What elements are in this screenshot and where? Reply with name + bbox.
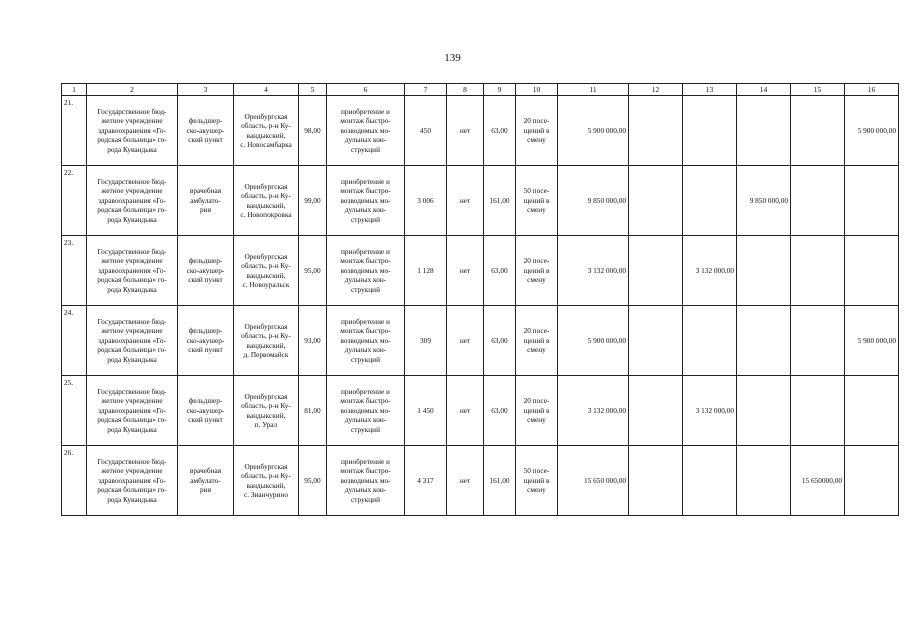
work-description-cell: приобретение и монтаж быстро- возводимых мо- дульных кон- струкций [327,376,405,446]
header-cell: 13 [683,84,737,96]
column-9-cell: 63,00 [484,306,516,376]
column-12-cell [629,306,683,376]
column-15-cell [791,376,845,446]
capacity-cell: 20 посе- щений в смену [516,376,558,446]
column-9-cell: 161,00 [484,166,516,236]
column-15-cell [791,96,845,166]
header-cell: 7 [405,84,447,96]
capacity-cell: 20 посе- щений в смену [516,236,558,306]
column-13-cell [683,96,737,166]
header-cell: 9 [484,84,516,96]
institution-cell: Государственное бюд- жетное учреждение здравоохранения «Го- родская больница» го- рода Кувандыка [87,166,178,236]
column-14-cell [737,96,791,166]
header-cell: 12 [629,84,683,96]
total-amount-cell: 3 132 000,00 [558,236,629,306]
column-13-cell: 3 132 000,00 [683,236,737,306]
institution-cell: Государственное бюд- жетное учреждение здравоохранения «Го- родская больница» го- рода Кувандыка [87,96,178,166]
page-number: 139 [444,52,461,64]
column-14-cell [737,446,791,516]
table-row [62,96,899,166]
table-row [62,376,899,446]
column-13-cell [683,446,737,516]
row-number-cell: 21. [62,96,87,166]
header-row [62,84,899,96]
column-13-cell [683,166,737,236]
facility-type-cell: врачебная амбулато- рия [178,166,234,236]
column-7-cell: 450 [405,96,447,166]
column-13-cell: 3 132 000,00 [683,376,737,446]
work-description-cell: приобретение и монтаж быстро- возводимых мо- дульных кон- струкций [327,236,405,306]
total-amount-cell: 5 900 000,00 [558,306,629,376]
column-7-cell: 1 128 [405,236,447,306]
column-9-cell: 63,00 [484,376,516,446]
column-12-cell [629,376,683,446]
row-number-cell: 26. [62,446,87,516]
column-14-cell [737,306,791,376]
header-cell: 16 [845,84,899,96]
header-cell: 1 [62,84,87,96]
institution-cell: Государственное бюд- жетное учреждение здравоохранения «Го- родская больница» го- рода Кувандыка [87,306,178,376]
column-13-cell [683,306,737,376]
header-cell: 10 [516,84,558,96]
work-description-cell: приобретение и монтаж быстро- возводимых мо- дульных кон- струкций [327,446,405,516]
row-number-cell: 25. [62,376,87,446]
header-cell: 4 [234,84,299,96]
column-5-cell: 99,00 [299,166,327,236]
institution-cell: Государственное бюд- жетное учреждение здравоохранения «Го- родская больница» го- рода Кувандыка [87,376,178,446]
column-12-cell [629,446,683,516]
total-amount-cell: 3 132 000,00 [558,376,629,446]
header-cell: 3 [178,84,234,96]
header-cell: 11 [558,84,629,96]
table-row [62,306,899,376]
total-amount-cell: 9 850 000,00 [558,166,629,236]
facility-type-cell: фельдшер- ско-акушер- ский пункт [178,376,234,446]
data-table [61,83,899,516]
header-cell: 6 [327,84,405,96]
column-14-cell [737,376,791,446]
column-5-cell: 93,00 [299,306,327,376]
column-15-cell [791,306,845,376]
column-16-cell [845,446,899,516]
location-cell: Оренбургская область, р-н Ку- вандыкский, с. Новосамбарка [234,96,299,166]
header-cell: 15 [791,84,845,96]
column-5-cell: 81,00 [299,376,327,446]
location-cell: Оренбургская область, р-н Ку- вандыкский, п. Урал [234,376,299,446]
column-12-cell [629,166,683,236]
table-row [62,446,899,516]
institution-cell: Государственное бюд- жетное учреждение здравоохранения «Го- родская больница» го- рода Кувандыка [87,446,178,516]
row-number-cell: 22. [62,166,87,236]
column-7-cell: 1 450 [405,376,447,446]
column-16-cell: 5 900 000,00 [845,306,899,376]
column-9-cell: 63,00 [484,236,516,306]
column-9-cell: 63,00 [484,96,516,166]
column-7-cell: 4 317 [405,446,447,516]
column-12-cell [629,236,683,306]
total-amount-cell: 15 650 000,00 [558,446,629,516]
facility-type-cell: врачебная амбулато- рия [178,446,234,516]
column-12-cell [629,96,683,166]
column-7-cell: 3 006 [405,166,447,236]
column-16-cell [845,166,899,236]
header-cell: 8 [447,84,484,96]
column-8-cell: нет [447,236,484,306]
column-5-cell: 95,00 [299,446,327,516]
column-8-cell: нет [447,376,484,446]
column-16-cell [845,376,899,446]
column-15-cell: 15 650000,00 [791,446,845,516]
table-row [62,236,899,306]
location-cell: Оренбургская область, р-н Ку- вандыкский, д. Первомайск [234,306,299,376]
column-8-cell: нет [447,96,484,166]
work-description-cell: приобретение и монтаж быстро- возводимых мо- дульных кон- струкций [327,306,405,376]
facility-type-cell: фельдшер- ско-акушер- ский пункт [178,306,234,376]
row-number-cell: 23. [62,236,87,306]
column-8-cell: нет [447,306,484,376]
total-amount-cell: 5 900 000,00 [558,96,629,166]
header-cell: 14 [737,84,791,96]
column-5-cell: 95,00 [299,236,327,306]
column-5-cell: 98,00 [299,96,327,166]
facility-type-cell: фельдшер- ско-акушер- ский пункт [178,236,234,306]
column-15-cell [791,236,845,306]
column-16-cell [845,236,899,306]
column-9-cell: 161,00 [484,446,516,516]
capacity-cell: 20 посе- щений в смену [516,96,558,166]
column-8-cell: нет [447,446,484,516]
location-cell: Оренбургская область, р-н Ку- вандыкский, с. Новопокровка [234,166,299,236]
column-16-cell: 5 900 000,00 [845,96,899,166]
row-number-cell: 24. [62,306,87,376]
column-14-cell: 9 850 000,00 [737,166,791,236]
header-cell: 5 [299,84,327,96]
header-cell: 2 [87,84,178,96]
capacity-cell: 50 посе- щений в смену [516,166,558,236]
column-15-cell [791,166,845,236]
institution-cell: Государственное бюд- жетное учреждение здравоохранения «Го- родская больница» го- рода Кувандыка [87,236,178,306]
location-cell: Оренбургская область, р-н Ку- вандыкский, с. Новоуральск [234,236,299,306]
facility-type-cell: фельдшер- ско-акушер- ский пункт [178,96,234,166]
capacity-cell: 20 посе- щений в смену [516,306,558,376]
location-cell: Оренбургская область, р-н Ку- вандыкский, с. Зианчурино [234,446,299,516]
column-8-cell: нет [447,166,484,236]
work-description-cell: приобретение и монтаж быстро- возводимых мо- дульных кон- струкций [327,166,405,236]
capacity-cell: 50 посе- щений в смену [516,446,558,516]
column-7-cell: 309 [405,306,447,376]
work-description-cell: приобретение и монтаж быстро- возводимых мо- дульных кон- струкций [327,96,405,166]
table-row [62,166,899,236]
column-14-cell [737,236,791,306]
